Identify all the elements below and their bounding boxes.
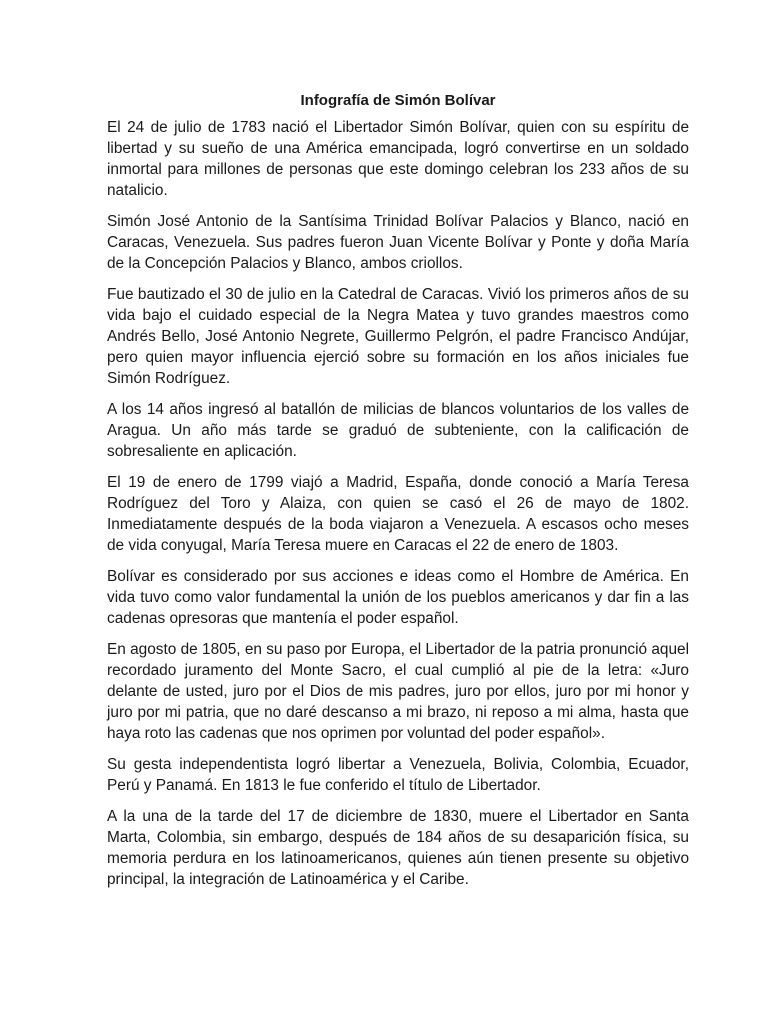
paragraph-oath: En agosto de 1805, en su paso por Europa, el Libertador de la patria pronunció aquel recordado juramento del Monte Sacro, el cual cumplió al pie de la letra: «Juro delante de usted, juro por el Dios de mis padres, juro por ellos, juro por mi honor y juro por mi patria, que no daré descanso a mi brazo, ni reposo a mi alma, hasta que haya roto las cadenas que nos oprimen por voluntad del poder español». bbox=[107, 641, 689, 742]
paragraph-military: A los 14 años ingresó al batallón de milicias de blancos voluntarios de los valles de Aragua. Un año más tarde se graduó de subteniente, con la calificación de sobresaliente en aplicación. bbox=[107, 401, 689, 460]
document-title: Infografía de Simón Bolívar bbox=[300, 92, 496, 109]
document-body bbox=[107, 90, 689, 900]
paragraph-independence: Su gesta independentista logró libertar a Venezuela, Bolivia, Colombia, Ecuador, Perú y Panamá. En 1813 le fue conferido el título de Libertador. bbox=[107, 756, 689, 794]
paragraph-family: Simón José Antonio de la Santísima Trinidad Bolívar Palacios y Blanco, nació en Caracas, Venezuela. Sus padres fueron Juan Vicente Bolívar y Ponte y doña María de la Concepción Palacios y Blanco, ambos criollos. bbox=[107, 213, 689, 272]
paragraph-ideals: Bolívar es considerado por sus acciones e ideas como el Hombre de América. En vida tuvo como valor fundamental la unión de los pueblos americanos y dar fin a las cadenas opresoras que mantenía el poder español. bbox=[107, 568, 689, 627]
paragraph-childhood: Fue bautizado el 30 de julio en la Catedral de Caracas. Vivió los primeros años de su vida bajo el cuidado especial de la Negra Matea y tuvo grandes maestros como Andrés Bello, José Antonio Negrete, Guillermo Pelgrón, el padre Francisco Andújar, pero quien mayor influencia ejerció sobre su formación en los años iniciales fue Simón Rodríguez. bbox=[107, 286, 689, 387]
paragraph-death: A la una de la tarde del 17 de diciembre de 1830, muere el Libertador en Santa Marta, Colombia, sin embargo, después de 184 años de su desaparición física, su memoria perdura en los latinoamericanos, quienes aún tienen presente su objetivo principal, la integración de Latinoamérica y el Caribe. bbox=[107, 808, 689, 888]
paragraph-birth: El 24 de julio de 1783 nació el Libertador Simón Bolívar, quien con su espíritu de libertad y su sueño de una América emancipada, logró convertirse en un soldado inmortal para millones de personas que este domingo celebran los 233 años de su natalicio. bbox=[107, 119, 689, 199]
paragraph-marriage: El 19 de enero de 1799 viajó a Madrid, España, donde conoció a María Teresa Rodríguez del Toro y Alaiza, con quien se casó el 26 de mayo de 1802. Inmediatamente después de la boda viajaron a Venezuela. A escasos ocho meses de vida conyugal, María Teresa muere en Caracas el 22 de enero de 1803. bbox=[107, 474, 689, 554]
